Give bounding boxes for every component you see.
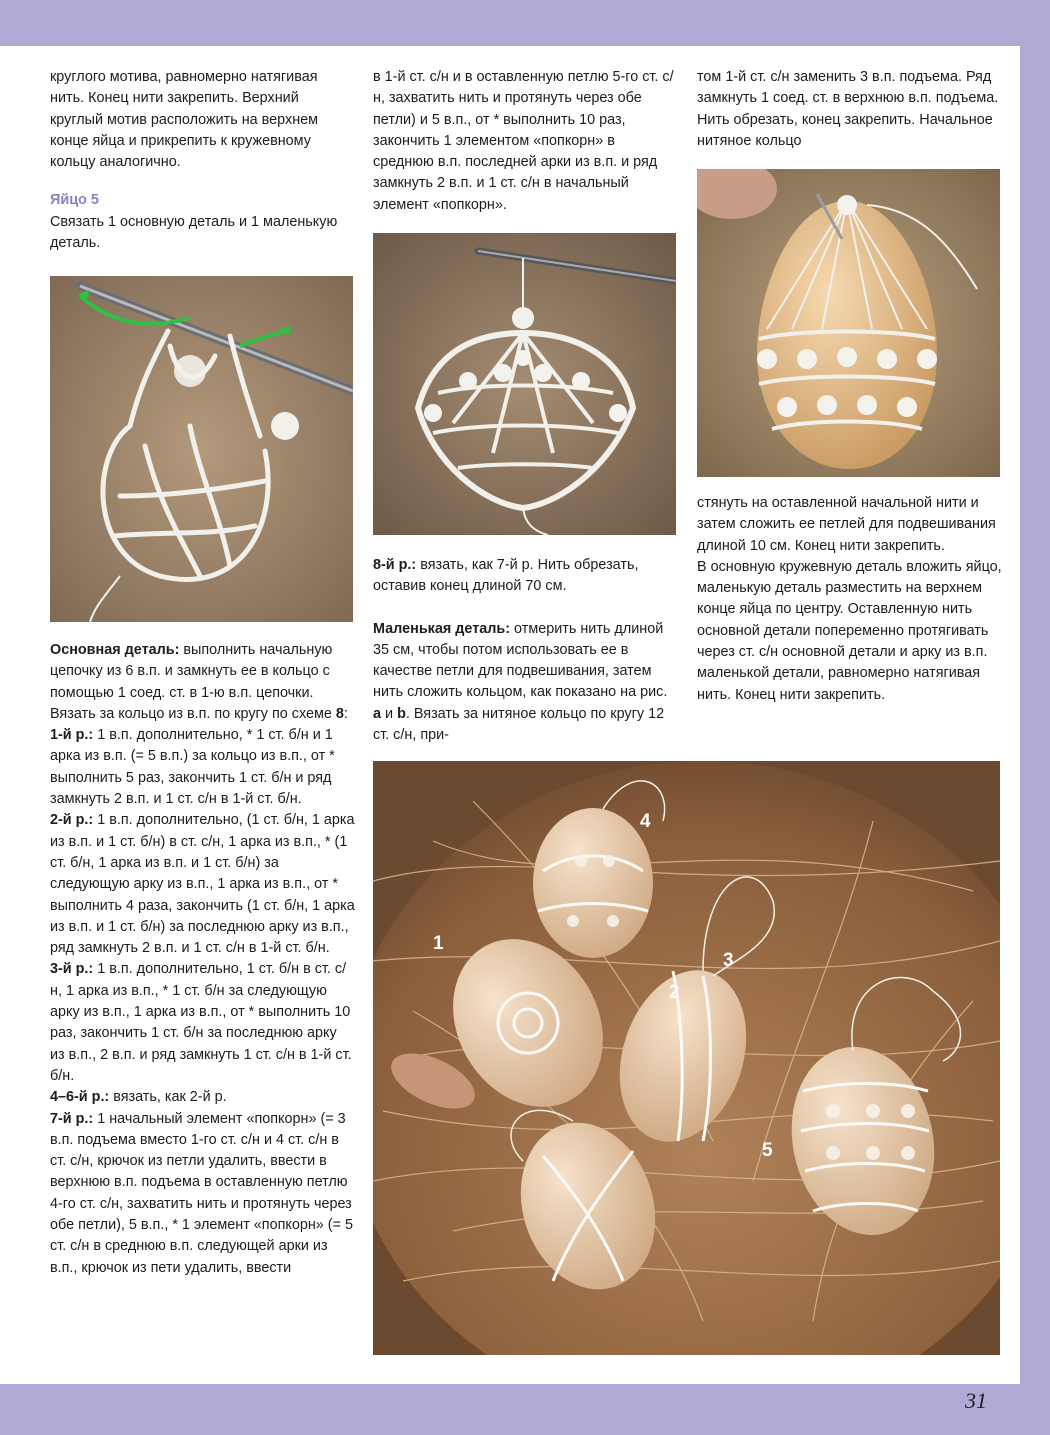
egg-label-2: 2 (669, 982, 680, 1003)
small-part-end: . Вязать за нитяное кольцо по кругу 12 ст. с/н, при- (373, 705, 665, 744)
figure-and: и (381, 705, 398, 722)
row2-label: 2-й р.: (50, 812, 94, 829)
egg5-heading: Яйцо 5 (50, 192, 99, 209)
right-frame (1020, 0, 1050, 1435)
row3-paragraph (50, 959, 355, 1087)
col3-paragraph-2: стянуть на оставленной начальной нити и затем сложить ее петлей для подвешивания длиной 10 см. Конец нити закрепить. (697, 495, 996, 554)
col1-main-text (50, 640, 355, 1279)
photo-crochet-on-hook (50, 276, 353, 622)
col1-top-text (50, 67, 355, 254)
row8-paragraph (373, 555, 678, 598)
row2-paragraph (50, 810, 355, 959)
row3-label: 3-й р.: (50, 961, 94, 978)
col3-bottom-text (697, 493, 1002, 706)
col2-bottom-text (373, 555, 678, 746)
small-part-text: отмерить нить длиной 35 см, чтобы потом использовать ее в качестве петли для подвешивания, затем нить сложить кольцом, как показано на рис. (373, 620, 668, 701)
egg-label-3: 3 (723, 950, 734, 971)
row7-paragraph (50, 1109, 355, 1279)
row4-6-label: 4–6-й р.: (50, 1089, 110, 1106)
col1-intro: круглого мотива, равномерно натягивая нить. Конец нити закрепить. Верхний круглый мотив расположить на верхнем конце яйца и прикрепить к кружевному кольцу аналогично. (50, 69, 319, 171)
main-part-paragraph (50, 640, 355, 725)
row2-text: 1 в.п. дополнительно, (1 ст. б/н, 1 арка из в.п. и 1 ст. б/н) в ст. с/н, 1 арка из в.п., * (1 ст. б/н, 1 арка из в.п. и 1 ст. б/н) за следующую арку из в.п., 1 арка из в.п., от * выполнить 4 раза, закончить (1 ст. б/н, 1 арка из в.п. и 1 ст. б/н) за последнюю арку из в.п., ряд замкнуть 2 в.п. и 1 ст. с/н в 1-й ст. б/н. (50, 812, 355, 957)
row1-paragraph (50, 725, 355, 810)
egg-label-4: 4 (640, 811, 651, 832)
row4-6-text: вязать, как 2-й р. (109, 1089, 227, 1106)
main-part-text: выполнить начальную цепочку из 6 в.п. и замкнуть ее в кольцо с помощью 1 соед. ст. в 1-ю в.п. цепочки. Вязать за кольцо из в.п. по кругу по схеме (50, 642, 336, 722)
col2-top-text (373, 67, 678, 216)
main-part-scheme: 8 (335, 705, 344, 722)
row1-label: 1-й р.: (50, 727, 94, 744)
photo-crochet-fan (373, 233, 676, 535)
photo-egg-in-lace (697, 169, 1000, 477)
col3-paragraph-3: В основную кружевную деталь вложить яйцо, маленькую деталь разместить на верхнем конце яйца по центру. Оставленную нить основной детали попеременно протягивать через ст. с/н основной детали и арку из в.п. маленькой детали, равномерно натягивая нить. Конец нити закрепить. (697, 558, 1002, 703)
row8-label: 8-й р.: (373, 557, 417, 573)
small-part-label: Маленькая деталь: (373, 620, 511, 637)
col3-intro: том 1-й ст. с/н заменить 3 в.п. подъема. Ряд замкнуть 1 соед. ст. в верхнюю в.п. подъема. Нить обрезать, конец закрепить. Начальное нитяное кольцо (697, 69, 999, 149)
row4-6-paragraph (50, 1087, 355, 1108)
egg-label-5: 5 (762, 1140, 773, 1161)
small-part-paragraph (373, 619, 678, 747)
main-part-label: Основная деталь: (50, 642, 180, 658)
bottom-frame (0, 1384, 1050, 1435)
egg-label-1: 1 (433, 933, 444, 954)
figure-b-ref: b (397, 705, 406, 722)
row3-text: 1 в.п. дополнительно, 1 ст. б/н в ст. с/н, 1 арка из в.п., * 1 ст. б/н за следующую арку из в.п., 1 арка из в.п., от * выполнить 10 раз, закончить 1 ст. б/н за последнюю арку из в.п., 2 в.п. и ряд замкнуть 1 ст. с/н в 1-й ст. б/н. (50, 961, 352, 1084)
row7-label: 7-й р.: (50, 1110, 94, 1127)
photo-eggs-in-nest (373, 761, 1000, 1355)
page-number: 31 (965, 1388, 987, 1413)
egg5-text: Связать 1 основную деталь и 1 маленькую деталь. (50, 213, 338, 252)
top-frame (0, 0, 1050, 46)
row7-text: 1 начальный элемент «попкорн» (= 3 в.п. подъема вместо 1-го ст. с/н и 4 ст. с/н в ст. с/н, крючок из петли удалить, ввести в верхнюю в.п. подъема в оставленную петлю 4-го ст. с/н, захватить нить и протянуть через обе петли), 5 в.п., * 1 элемент «попкорн» (= 5 ст. с/н в среднюю в.п. следующей арки из в.п., крючок из пети удалить, ввести (50, 1110, 353, 1276)
row1-text: 1 в.п. дополнительно, * 1 ст. б/н и 1 арка из в.п. (= 5 в.п.) за кольцо из в.п., от * выполнить 5 раз, закончить 1 ст. б/н и ряд замкнуть 2 в.п. и 1 ст. с/н в 1-й ст. б/н. (50, 727, 335, 808)
figure-a-ref: а (373, 705, 382, 722)
row8-text: вязать, как 7-й р. Нить обрезать, оставив конец длиной 70 см. (373, 557, 639, 595)
col2-intro: в 1-й ст. с/н и в оставленную петлю 5-го ст. с/н, захватить нить и протянуть через обе петли) и 5 в.п., от * выполнить 10 раз, закончить 1 элементом «попкорн» в среднюю в.п. последней арки из в.п. и ряд замкнуть 2 в.п. и 1 ст. с/н в начальный элемент «попкорн». (373, 69, 674, 213)
egg-4 (533, 808, 653, 958)
main-part-end: : (343, 705, 348, 722)
col3-top-text (697, 67, 1002, 152)
